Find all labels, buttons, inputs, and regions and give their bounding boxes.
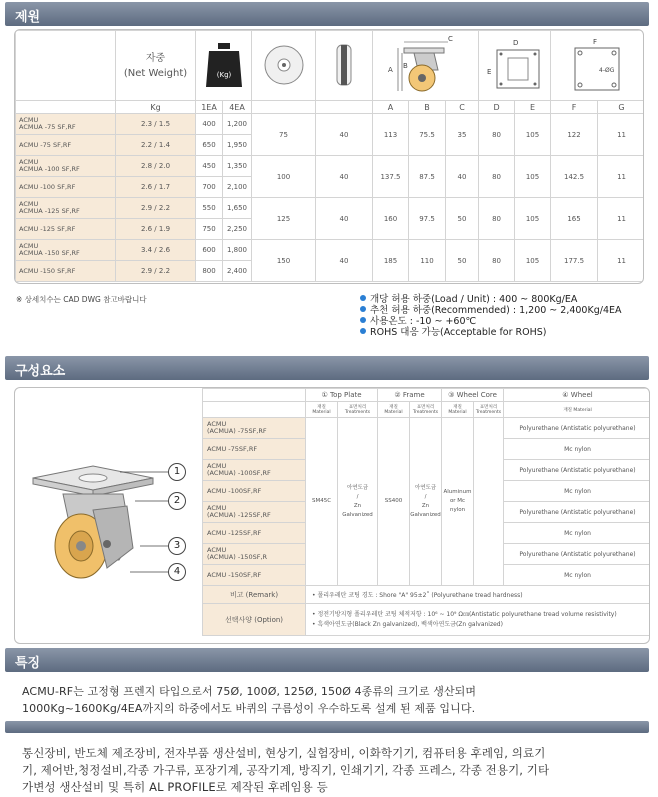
spec-load-4ea: 2,250 bbox=[223, 219, 252, 240]
section-title-components: 구성요소 bbox=[5, 356, 649, 380]
comp-sub-frame-mat: 재질 Material bbox=[378, 402, 410, 418]
spec-dim-e: 105 bbox=[515, 114, 551, 156]
spec-dim-a: 113 bbox=[373, 114, 409, 156]
spec-row bbox=[16, 198, 645, 219]
features-line-1: ACMU-RF는 고정형 프렌지 타입으로서 75Ø, 100Ø, 125Ø, 150Ø 4종류의 크기로 생산되며 bbox=[22, 685, 477, 698]
spec-dim-g: 11 bbox=[598, 156, 644, 198]
comp-model: ACMU (ACMUA) -75SF,RF bbox=[203, 418, 306, 439]
spec-weight: 2.9 / 2.2 bbox=[116, 198, 196, 219]
spec-model: ACMU -75 SF,RF bbox=[16, 135, 116, 156]
bullet-load-text: 개당 허용 하중(Load / Unit) : 400 ~ 800Kg/EA bbox=[370, 294, 578, 305]
hdr-col-g: G bbox=[598, 101, 644, 114]
bullet-rohs-text: ROHS 대응 가능(Acceptable for ROHS) bbox=[370, 327, 547, 338]
comp-hdr-wheel-core: ③ Wheel Core bbox=[442, 389, 504, 402]
callout-2: 2 bbox=[168, 492, 186, 510]
spec-dim-c: 40 bbox=[446, 156, 479, 198]
dim-f-label: F bbox=[593, 37, 598, 46]
spec-dim-d: 80 bbox=[479, 240, 515, 282]
spec-load-1ea: 800 bbox=[196, 261, 223, 282]
spec-load-4ea: 1,650 bbox=[223, 198, 252, 219]
dim-e-side-label: E bbox=[487, 67, 492, 76]
comp-sub-core-treat: 표면처리 Treatments bbox=[474, 402, 504, 418]
comp-sub-frame-treat: 표면처리 Treatments bbox=[410, 402, 442, 418]
comp-model: ACMU -125SF,RF bbox=[203, 523, 306, 544]
spec-weight: 2.8 / 2.0 bbox=[116, 156, 196, 177]
spec-weight: 2.9 / 2.2 bbox=[116, 261, 196, 282]
bullet-temperature-text: 사용온도 : -10 ~ +60℃ bbox=[370, 316, 477, 327]
spec-dim-dia: 100 bbox=[252, 156, 316, 198]
spec-load-1ea: 600 bbox=[196, 240, 223, 261]
comp-core-treatment bbox=[474, 418, 504, 586]
dim-c-label: C bbox=[447, 34, 453, 43]
hdr-blank-width bbox=[316, 101, 373, 114]
spec-dim-c: 50 bbox=[446, 240, 479, 282]
top-plate-diagram-fg bbox=[553, 34, 643, 96]
spec-model: ACMU ACMUA -100 SF,RF bbox=[16, 156, 116, 177]
spec-load-1ea: 700 bbox=[196, 177, 223, 198]
uses-text bbox=[22, 745, 549, 796]
dim-a-label: A bbox=[387, 65, 393, 74]
callout-leaders bbox=[115, 458, 175, 588]
hdr-col-a: A bbox=[373, 101, 409, 114]
callout-4: 4 bbox=[168, 563, 186, 581]
spec-dim-g: 11 bbox=[598, 240, 644, 282]
hdr-1ea: 1EA bbox=[196, 101, 223, 114]
section-bar-uses bbox=[5, 721, 649, 733]
spec-model: ACMU -150 SF,RF bbox=[16, 261, 116, 282]
uses-line-1: 통신장비, 반도체 제조장비, 전자부품 생산설비, 현상기, 실험장비, 이화학기기, 컴퓨터용 후레임, 의료기 bbox=[22, 746, 546, 760]
spec-weight: 2.3 / 1.5 bbox=[116, 114, 196, 135]
comp-row bbox=[203, 418, 651, 439]
spec-dim-width: 40 bbox=[316, 240, 373, 282]
spec-table bbox=[15, 30, 644, 282]
comp-sub-wheel-mat: 재질 Material bbox=[504, 402, 650, 418]
spec-load-1ea: 400 bbox=[196, 114, 223, 135]
bullet-dot-icon bbox=[360, 317, 366, 323]
spec-dim-d: 80 bbox=[479, 156, 515, 198]
weight-icon-cell bbox=[196, 31, 252, 101]
spec-dim-f: 165 bbox=[551, 198, 598, 240]
spec-dim-width: 40 bbox=[316, 198, 373, 240]
spec-weight: 2.2 / 1.4 bbox=[116, 135, 196, 156]
section-title-features: 특징 bbox=[5, 648, 649, 672]
spec-dim-c: 50 bbox=[446, 198, 479, 240]
spec-load-4ea: 2,400 bbox=[223, 261, 252, 282]
caster-side-diagram-cell bbox=[373, 31, 479, 101]
spec-load-4ea: 1,800 bbox=[223, 240, 252, 261]
cad-note: ※ 상세치수는 CAD DWG 참고바랍니다 bbox=[16, 295, 147, 304]
hdr-col-e: E bbox=[515, 101, 551, 114]
spec-load-4ea: 1,950 bbox=[223, 135, 252, 156]
spec-dim-a: 160 bbox=[373, 198, 409, 240]
spec-load-4ea: 2,100 bbox=[223, 177, 252, 198]
wheel-diameter-icon-cell bbox=[252, 31, 316, 101]
comp-model: ACMU -100SF,RF bbox=[203, 481, 306, 502]
spec-load-1ea: 450 bbox=[196, 156, 223, 177]
comp-wheel-material: Mc nylon bbox=[504, 439, 650, 460]
spec-dim-g: 11 bbox=[598, 114, 644, 156]
hdr-col-d: D bbox=[479, 101, 515, 114]
hdr-col-b: B bbox=[409, 101, 446, 114]
comp-wheel-material: Mc nylon bbox=[504, 523, 650, 544]
spec-row bbox=[16, 156, 645, 177]
spec-dim-a: 137.5 bbox=[373, 156, 409, 198]
comp-wheel-material: Polyurethane (Antistatic polyurethane) bbox=[504, 460, 650, 481]
comp-hdr-top-plate: ① Top Plate bbox=[306, 389, 378, 402]
comp-plate-treatment: 아연도금 / Zn Galvanized bbox=[338, 418, 378, 586]
spec-dim-e: 105 bbox=[515, 198, 551, 240]
hdr-empty bbox=[16, 101, 116, 114]
net-weight-title-en: (Net Weight) bbox=[123, 67, 188, 79]
spec-dim-f: 122 bbox=[551, 114, 598, 156]
hdr-blank-dia bbox=[252, 101, 316, 114]
caster-side-diagram bbox=[376, 34, 476, 96]
callout-1: 1 bbox=[168, 463, 186, 481]
comp-model: ACMU (ACMUA) -100SF,RF bbox=[203, 460, 306, 481]
comp-wheel-material: Polyurethane (Antistatic polyurethane) bbox=[504, 544, 650, 565]
comp-sub-blank bbox=[203, 402, 306, 418]
comp-wheel-material: Polyurethane (Antistatic polyurethane) bbox=[504, 502, 650, 523]
spec-dim-e: 105 bbox=[515, 156, 551, 198]
spec-dim-dia: 75 bbox=[252, 114, 316, 156]
spec-model: ACMU -125 SF,RF bbox=[16, 219, 116, 240]
option-label: 선택사양 (Option) bbox=[203, 604, 306, 636]
comp-sub-plate-treat: 표면처리 Treatments bbox=[338, 402, 378, 418]
spec-dim-f: 177.5 bbox=[551, 240, 598, 282]
spec-model: ACMU -100 SF,RF bbox=[16, 177, 116, 198]
plate-diagram-de-cell bbox=[479, 31, 551, 101]
spec-model: ACMU ACMUA -75 SF,RF bbox=[16, 114, 116, 135]
spec-dim-d: 80 bbox=[479, 114, 515, 156]
comp-sub-core-mat: 재질 Material bbox=[442, 402, 474, 418]
dim-b-label: B bbox=[402, 61, 408, 70]
comp-model: ACMU -75SF,RF bbox=[203, 439, 306, 460]
uses-line-2: 기, 제어반,청정설비,각종 가구류, 포장기계, 공작기계, 방직기, 인쇄기기, 각종 프레스, 각종 전용기, 기타 bbox=[22, 763, 550, 777]
comp-wheel-material: Polyurethane (Antistatic polyurethane) bbox=[504, 418, 650, 439]
option-text bbox=[306, 604, 651, 636]
remark-label: 비고 (Remark) bbox=[203, 586, 306, 604]
wheel-front-icon bbox=[259, 35, 309, 95]
spec-load-4ea: 1,350 bbox=[223, 156, 252, 177]
spec-dim-dia: 150 bbox=[252, 240, 316, 282]
spec-weight: 2.6 / 1.9 bbox=[116, 219, 196, 240]
comp-wheel-material: Mc nylon bbox=[504, 565, 650, 586]
comp-model: ACMU (ACMUA) -125SF,RF bbox=[203, 502, 306, 523]
spec-load-1ea: 650 bbox=[196, 135, 223, 156]
spec-load-1ea: 750 bbox=[196, 219, 223, 240]
comp-hdr-blank bbox=[203, 389, 306, 402]
comp-frame-material: SS400 bbox=[378, 418, 410, 586]
comp-wheel-material: Mc nylon bbox=[504, 481, 650, 502]
spec-row bbox=[16, 114, 645, 135]
weight-icon bbox=[201, 35, 247, 95]
comp-model: ACMU -150SF,RF bbox=[203, 565, 306, 586]
callout-3: 3 bbox=[168, 537, 186, 555]
weight-icon-label: (Kg) bbox=[216, 70, 231, 79]
net-weight-title bbox=[116, 31, 196, 101]
spec-dim-dia: 125 bbox=[252, 198, 316, 240]
features-text bbox=[22, 683, 476, 717]
comp-frame-treatment: 아연도금 / Zn Galvanized bbox=[410, 418, 442, 586]
hdr-kg: Kg bbox=[116, 101, 196, 114]
hdr-4ea: 4EA bbox=[223, 101, 252, 114]
bullet-dot-icon bbox=[360, 306, 366, 312]
spec-row bbox=[16, 240, 645, 261]
bullet-temperature bbox=[360, 316, 622, 327]
wheel-side-icon bbox=[324, 35, 364, 95]
option-line-1: • 정전기방지형 폴리우레탄 코팅 체적저항 : 10⁶ ~ 10⁹ Ω㎝(Antistatic polyurethane tread volume resistivity) bbox=[312, 610, 617, 618]
spec-dim-width: 40 bbox=[316, 114, 373, 156]
bullet-load bbox=[360, 294, 622, 305]
dim-d-top-label: D bbox=[513, 38, 519, 47]
spec-dim-f: 142.5 bbox=[551, 156, 598, 198]
spec-dim-c: 35 bbox=[446, 114, 479, 156]
spec-dim-a: 185 bbox=[373, 240, 409, 282]
comp-core-material: Aluminum or Mc nylon bbox=[442, 418, 474, 586]
spec-dim-g: 11 bbox=[598, 198, 644, 240]
hdr-col-c: C bbox=[446, 101, 479, 114]
spec-dim-d: 80 bbox=[479, 198, 515, 240]
comp-plate-material: SM45C bbox=[306, 418, 338, 586]
spec-weight: 3.4 / 2.6 bbox=[116, 240, 196, 261]
comp-model: ACMU (ACMUA) -150SF,R bbox=[203, 544, 306, 565]
spec-dim-b: 110 bbox=[409, 240, 446, 282]
top-plate-diagram-de bbox=[479, 34, 551, 96]
uses-line-3: 가변성 생산설비 및 특히 AL PROFILE로 제작된 후레임용 등 bbox=[22, 780, 328, 794]
spec-weight: 2.6 / 1.7 bbox=[116, 177, 196, 198]
bullet-dot-icon bbox=[360, 295, 366, 301]
section-title-specs: 제원 bbox=[5, 2, 649, 26]
hdr-col-f: F bbox=[551, 101, 598, 114]
features-line-2: 1000Kg~1600Kg/4EA까지의 하중에서도 바퀴의 구름성이 우수하도록 설계 된 제품 입니다. bbox=[22, 702, 476, 715]
spec-bullets bbox=[360, 294, 622, 338]
bullet-dot-icon bbox=[360, 328, 366, 334]
dim-hole-label: 4-ØG bbox=[599, 66, 615, 74]
spec-dim-b: 75.5 bbox=[409, 114, 446, 156]
option-line-2: • 흑색아연도금(Black Zn galvanized), 백색아연도금(Zn galvanized) bbox=[312, 620, 503, 628]
bullet-rohs bbox=[360, 327, 622, 338]
spec-load-1ea: 550 bbox=[196, 198, 223, 219]
comp-hdr-frame: ② Frame bbox=[378, 389, 442, 402]
spec-model: ACMU ACMUA -150 SF,RF bbox=[16, 240, 116, 261]
spec-dim-width: 40 bbox=[316, 156, 373, 198]
spec-table-container bbox=[14, 29, 644, 284]
spec-dim-b: 97.5 bbox=[409, 198, 446, 240]
comp-sub-plate-mat: 재질 Material bbox=[306, 402, 338, 418]
spec-dim-b: 87.5 bbox=[409, 156, 446, 198]
components-container bbox=[14, 387, 650, 644]
spec-corner bbox=[16, 31, 116, 101]
net-weight-title-ko: 자중 bbox=[145, 52, 166, 64]
comp-hdr-wheel: ④ Wheel bbox=[504, 389, 650, 402]
spec-model: ACMU ACMUA -125 SF,RF bbox=[16, 198, 116, 219]
wheel-width-icon-cell bbox=[316, 31, 373, 101]
remark-text: • 폴리우레탄 코팅 경도 : Shore "A" 95±2˚ (Polyurethane tread hardness) bbox=[306, 586, 651, 604]
spec-dim-e: 105 bbox=[515, 240, 551, 282]
bullet-recommended bbox=[360, 305, 622, 316]
bullet-recommended-text: 추천 허용 하중(Recommended) : 1,200 ~ 2,400Kg/4EA bbox=[370, 305, 622, 316]
plate-diagram-fg-cell bbox=[551, 31, 644, 101]
components-table bbox=[202, 388, 650, 636]
spec-load-4ea: 1,200 bbox=[223, 114, 252, 135]
